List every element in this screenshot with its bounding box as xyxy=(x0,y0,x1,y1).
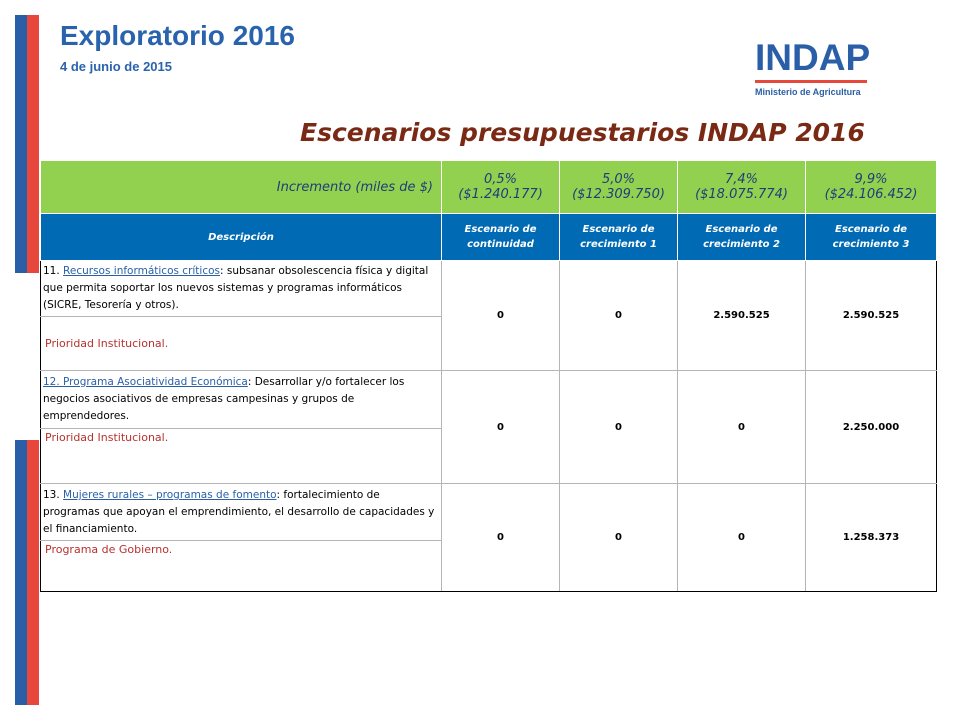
table-row xyxy=(41,371,937,429)
header-scenario-2: Escenario de crecimiento 1 xyxy=(560,214,678,261)
row-text: : Desarrollar y/o fortalecer los negocios asociativos de empresas campesinas y grupos de emprendedores. xyxy=(43,376,405,422)
left-stripe-blue-top xyxy=(15,15,27,273)
increment-pct: 0,5% xyxy=(483,172,518,187)
left-stripe-red-top xyxy=(27,15,39,273)
table-row xyxy=(41,484,937,541)
header-scenario-1: Escenario de continuidad xyxy=(442,214,560,261)
indap-logo xyxy=(755,38,873,100)
header-scenario-3: Escenario de crecimiento 2 xyxy=(678,214,806,261)
increment-pct: 9,9% xyxy=(854,172,888,187)
slide-title: Escenarios presupuestarios INDAP 2016 xyxy=(300,118,865,147)
row-link[interactable]: Recursos informáticos críticos xyxy=(63,265,221,277)
row-number: 11. xyxy=(43,265,60,277)
row-description xyxy=(41,371,442,429)
value-cell: 1.258.373 xyxy=(806,484,937,592)
value-cell: 2.590.525 xyxy=(806,261,937,371)
value-cell: 0 xyxy=(442,371,560,484)
header-scenario-4: Escenario de crecimiento 3 xyxy=(806,214,937,261)
value-cell: 0 xyxy=(560,261,678,371)
row-text: : subsanar obsolescencia física y digital que permita soportar los nuevos sistemas y programas informáticos (SICRE, Tesorería y otros). xyxy=(43,265,429,311)
increment-pct: 7,4% xyxy=(724,172,759,187)
value-cell: 0 xyxy=(442,484,560,592)
increment-col-3 xyxy=(678,161,806,214)
value-cell: 2.250.000 xyxy=(806,371,937,484)
header-description: Descripción xyxy=(41,214,442,261)
row-priority: Prioridad Institucional. xyxy=(41,317,442,371)
value-cell: 2.590.525 xyxy=(678,261,806,371)
increment-row xyxy=(41,161,937,214)
row-priority: Programa de Gobierno. xyxy=(41,541,442,592)
row-number: 13. xyxy=(43,489,60,501)
page-title: Exploratorio 2016 xyxy=(60,20,295,51)
left-stripe-blue-bottom xyxy=(15,440,27,705)
logo-subtitle: Ministerio de Agricultura xyxy=(755,87,861,97)
increment-amount: ($12.309.750) xyxy=(572,187,665,202)
page-date: 4 de junio de 2015 xyxy=(60,59,172,74)
left-stripe-red-bottom xyxy=(27,440,39,705)
value-cell: 0 xyxy=(678,484,806,592)
logo-bar xyxy=(755,80,867,83)
increment-col-4 xyxy=(806,161,937,214)
value-cell: 0 xyxy=(560,371,678,484)
value-cell: 0 xyxy=(678,371,806,484)
increment-amount: ($1.240.177) xyxy=(458,187,543,202)
row-link[interactable]: Mujeres rurales – programas de fomento xyxy=(63,489,277,501)
increment-col-2 xyxy=(560,161,678,214)
row-description xyxy=(41,484,442,541)
row-description xyxy=(41,261,442,317)
row-link[interactable]: 12. Programa Asociatividad Económica xyxy=(43,376,248,388)
budget-table xyxy=(40,160,937,592)
row-text: : fortalecimiento de programas que apoyan el emprendimiento, el desarrollo de capacidades y el financiamiento. xyxy=(43,489,435,535)
row-priority: Prioridad Institucional. xyxy=(41,429,442,484)
value-cell: 0 xyxy=(560,484,678,592)
increment-amount: ($24.106.452) xyxy=(824,187,918,202)
logo-name: INDAP xyxy=(755,37,871,78)
increment-col-1 xyxy=(442,161,560,214)
table-row xyxy=(41,261,937,317)
value-cell: 0 xyxy=(442,261,560,371)
increment-pct: 5,0% xyxy=(601,172,636,187)
increment-label: Incremento (miles de $) xyxy=(41,161,442,214)
increment-amount: ($18.075.774) xyxy=(695,187,788,202)
scenario-header-row xyxy=(41,214,937,261)
